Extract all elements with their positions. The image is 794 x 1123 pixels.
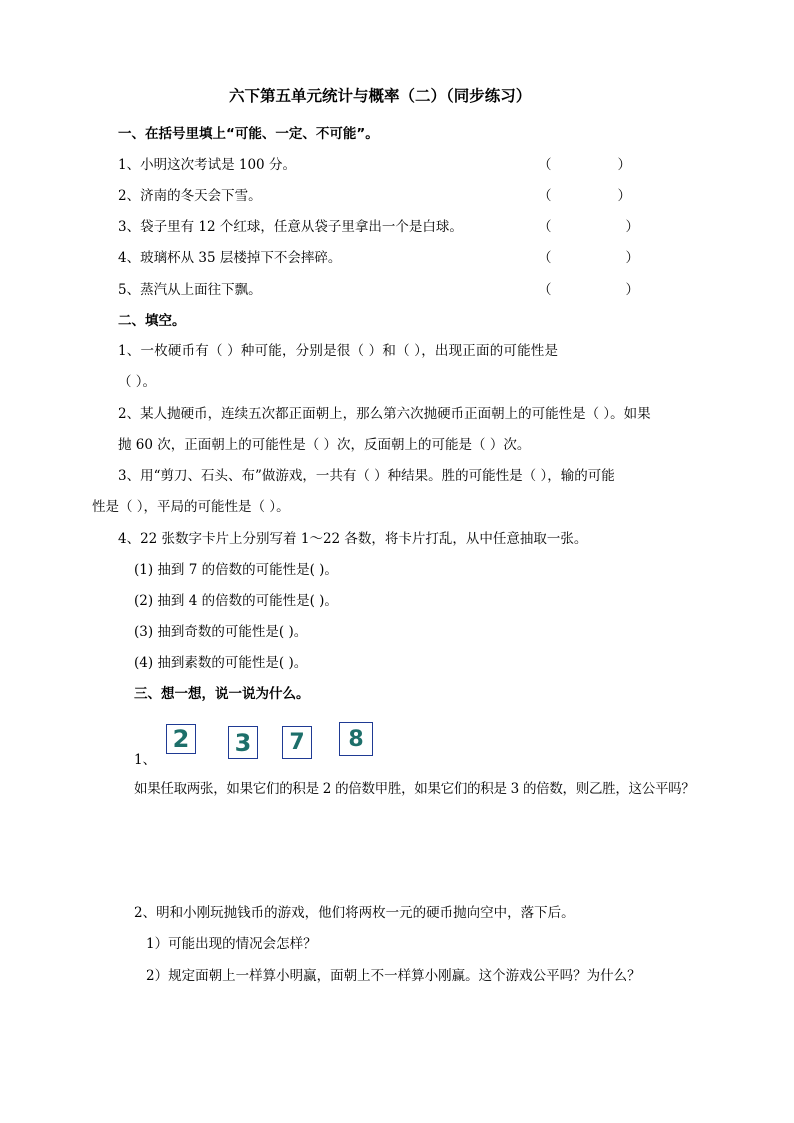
s1-item-4-blank[interactable]: （ ） <box>538 250 639 266</box>
number-card-2: 2 <box>166 724 196 754</box>
s2-q2-line1: 2、某人抛硬币，连续五次都正面朝上，那么第六次抛硬币正面朝上的可能性是（ ）。如果 <box>118 406 651 422</box>
s1-item-4: 4、玻璃杯从 35 层楼掉下不会摔碎。 <box>118 250 342 266</box>
s1-item-2-blank[interactable]: （ ） <box>538 188 631 204</box>
s1-item-5-blank[interactable]: （ ） <box>538 282 639 298</box>
s1-item-1-blank[interactable]: （ ） <box>538 157 631 173</box>
s3-q2-text: 2、明和小刚玩抛钱币的游戏，他们将两枚一元的硬币抛向空中，落下后。 <box>134 905 575 921</box>
s1-item-3-blank[interactable]: （ ） <box>538 219 639 235</box>
s2-q1-line2: （ ）。 <box>118 374 157 390</box>
s2-q2-line2: 抛 60 次，正面朝上的可能性是（ ）次，反面朝上的可能是（ ）次。 <box>118 437 531 453</box>
s3-q1-number: 1、 <box>134 752 157 768</box>
s3-q1-text: 如果任取两张，如果它们的积是 2 的倍数甲胜，如果它们的积是 3 的倍数，则乙胜，这公平吗？ <box>134 781 695 797</box>
s2-q4: 4、22 张数字卡片上分别写着 1～22 各数，将卡片打乱，从中任意抽取一张。 <box>118 531 588 547</box>
page-title: 六下第五单元统计与概率（二）（同步练习） <box>229 87 532 105</box>
s1-item-2: 2、济南的冬天会下雪。 <box>118 188 262 204</box>
s2-q4-sub-2: (2) 抽到 4 的倍数的可能性是( )。 <box>134 593 338 609</box>
s1-item-3: 3、袋子里有 12 个红球，任意从袋子里拿出一个是白球。 <box>118 219 463 235</box>
section-1-heading: 一、在括号里填上“可能、一定、不可能”。 <box>118 126 379 142</box>
s2-q4-sub-3: (3) 抽到奇数的可能性是( )。 <box>134 624 308 640</box>
s2-q3-line1: 3、用“剪刀、石头、布”做游戏，一共有（ ）种结果。胜的可能性是（ ），输的可能 <box>118 468 615 484</box>
number-card-3: 3 <box>228 726 258 759</box>
s2-q1-line1: 1、一枚硬币有（ ）种可能，分别是很（ ）和（ ），出现正面的可能性是 <box>118 343 559 359</box>
s2-q3-line2: 性是（ ），平局的可能性是（ ）。 <box>92 499 290 515</box>
s2-q4-sub-1: (1) 抽到 7 的倍数的可能性是( )。 <box>134 562 338 578</box>
section-3-heading: 三、想一想，说一说为什么。 <box>134 686 310 702</box>
number-card-8: 8 <box>339 722 373 756</box>
number-card-7: 7 <box>282 726 312 759</box>
section-2-heading: 二、填空。 <box>118 313 186 329</box>
s3-q2-sub-2: 2）规定面朝上一样算小明赢，面朝上不一样算小刚赢。这个游戏公平吗？为什么？ <box>146 968 641 984</box>
s3-q2-sub-1: 1）可能出现的情况会怎样？ <box>146 936 317 952</box>
s2-q4-sub-4: (4) 抽到素数的可能性是( )。 <box>134 655 308 671</box>
s1-item-1: 1、小明这次考试是 100 分。 <box>118 157 296 173</box>
s1-item-5: 5、蒸汽从上面往下飘。 <box>118 282 262 298</box>
